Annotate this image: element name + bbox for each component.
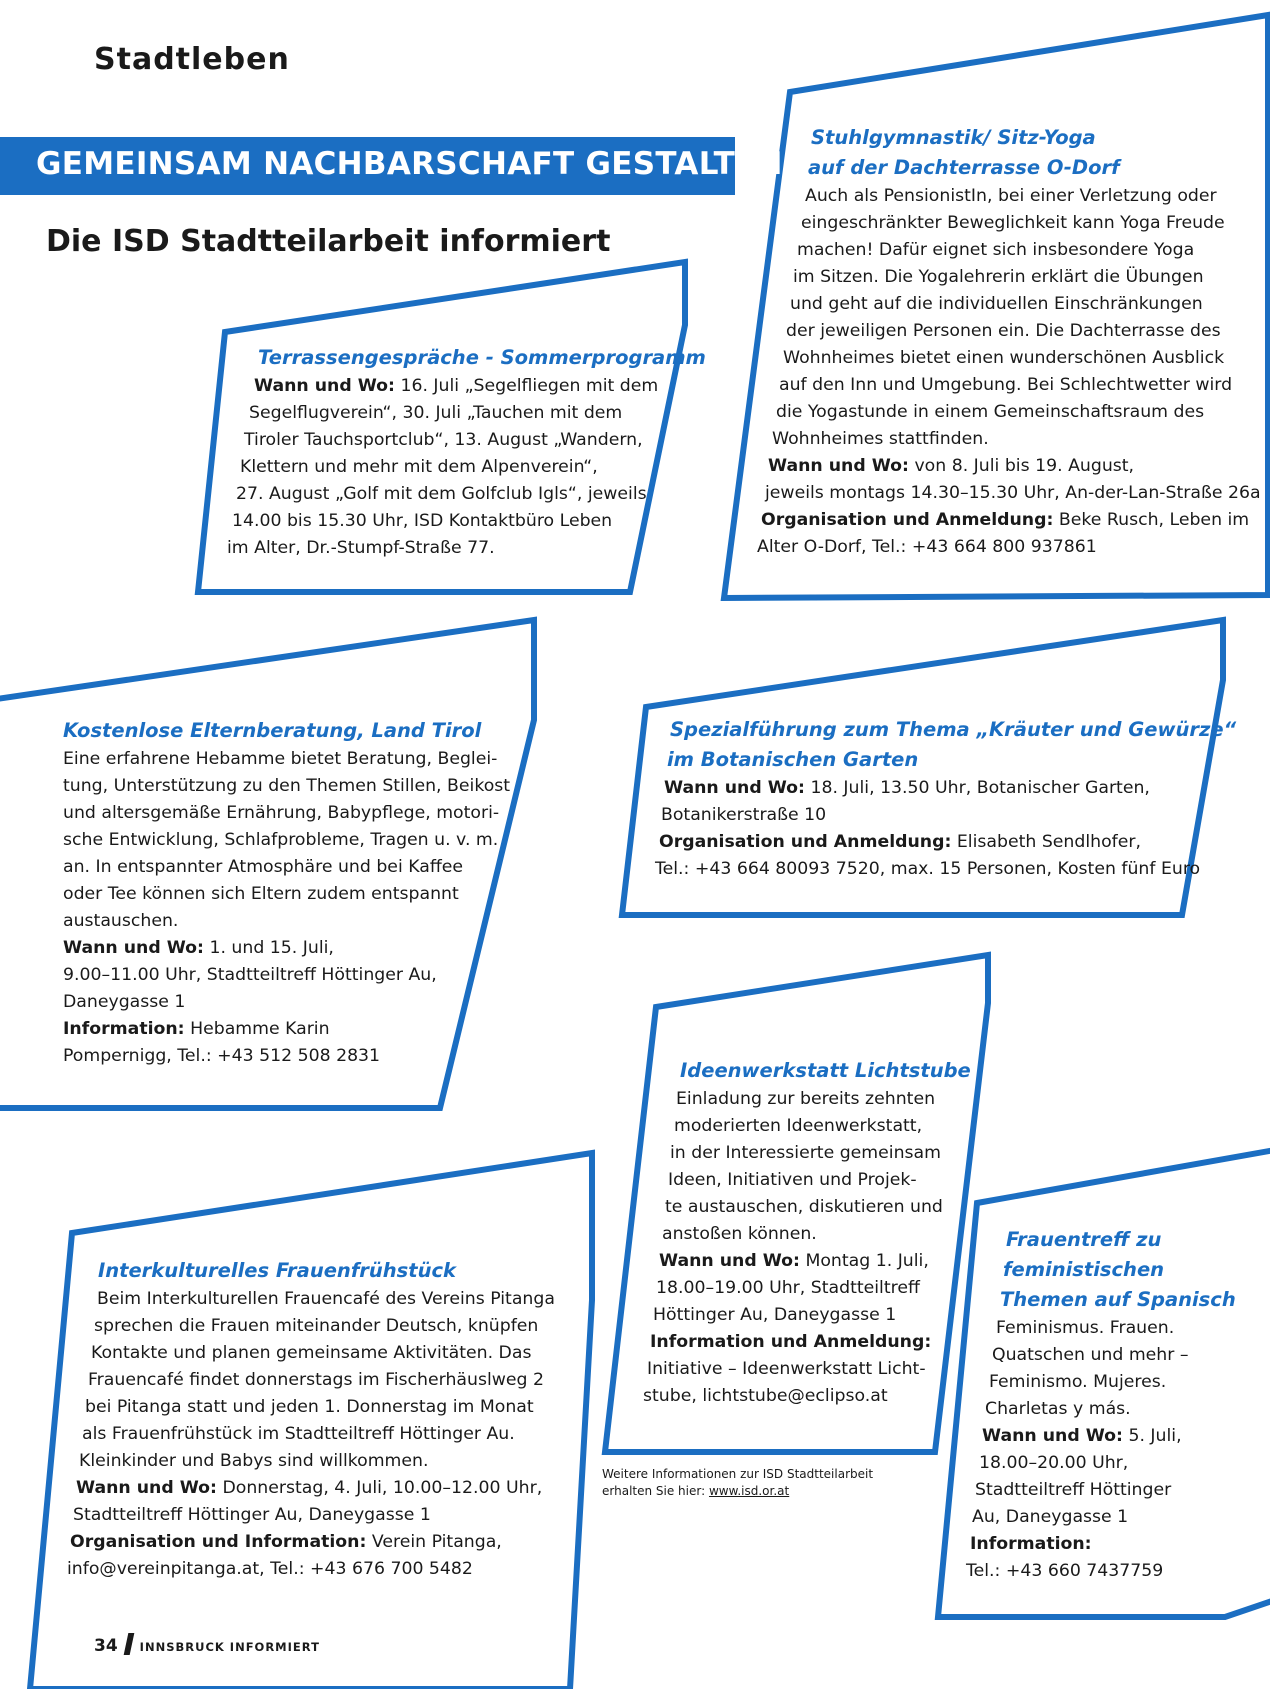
terrassen-line: Wann und Wo: 16. Juli „Segelfliegen mit dem bbox=[254, 376, 659, 396]
terrassen-line: Klettern und mehr mit dem Alpenverein“, bbox=[240, 457, 598, 477]
spanisch-line: Stadtteiltreff Höttinger bbox=[975, 1480, 1172, 1500]
yoga-line: die Yogastunde in einem Gemeinschaftsraum des bbox=[776, 402, 1205, 422]
wann-label: Wann und Wo: bbox=[63, 938, 204, 958]
ideen-line: Initiative – Ideenwerkstatt Licht- bbox=[647, 1359, 926, 1379]
frauen-line: Organisation und Information: Verein Pitanga, bbox=[70, 1532, 502, 1552]
eltern-line: austauschen. bbox=[63, 911, 179, 931]
frauen-line: info@vereinpitanga.at, Tel.: +43 676 700 5482 bbox=[67, 1559, 473, 1579]
wann-label: Wann und Wo: bbox=[254, 376, 395, 396]
frauen-title: Interkulturelles Frauenfrühstück bbox=[98, 1259, 457, 1282]
wann-label: Wann und Wo: bbox=[768, 456, 909, 476]
yoga-line: eingeschränkter Beweglichkeit kann Yoga Freude bbox=[801, 213, 1225, 233]
kraeuter-title-1: Spezialführung zum Thema „Kräuter und Gewürze“ bbox=[670, 718, 1237, 741]
info-label: Information: bbox=[970, 1534, 1092, 1554]
spanisch-title-1: Frauentreff zu bbox=[1006, 1228, 1162, 1251]
kraeuter-title-2: im Botanischen Garten bbox=[667, 748, 919, 771]
ideen-line: Wann und Wo: Montag 1. Juli, bbox=[659, 1251, 929, 1271]
spanisch-title-2: feministischen bbox=[1003, 1258, 1165, 1281]
box-eltern bbox=[63, 716, 510, 1070]
ideen-line: in der Interessierte gemeinsam bbox=[670, 1143, 941, 1163]
kraeuter-line: Wann und Wo: 18. Juli, 13.50 Uhr, Botanischer Garten, bbox=[664, 778, 1150, 798]
eltern-line: Information: Hebamme Karin bbox=[63, 1019, 330, 1039]
kraeuter-line: Botanikerstraße 10 bbox=[661, 805, 827, 825]
footnote bbox=[602, 1466, 873, 1500]
yoga-line: Auch als PensionistIn, bei einer Verletzung oder bbox=[805, 186, 1217, 206]
org-label: Organisation und Anmeldung: bbox=[761, 510, 1054, 530]
box-spanisch bbox=[965, 1225, 1236, 1585]
ideen-line bbox=[650, 1329, 971, 1356]
frauen-line: Beim Interkulturellen Frauencafé des Vereins Pitanga bbox=[97, 1289, 555, 1309]
eltern-line: sche Entwicklung, Schlafprobleme, Tragen u. v. m. bbox=[63, 830, 499, 850]
wann-label: Wann und Wo: bbox=[76, 1478, 217, 1498]
yoga-line: Wohnheimes bietet einen wunderschönen Ausblick bbox=[783, 348, 1225, 368]
spanisch-line: Quatschen und mehr – bbox=[992, 1345, 1189, 1365]
box-terrassen bbox=[226, 343, 706, 562]
ideen-line: Einladung zur bereits zehnten bbox=[676, 1089, 936, 1109]
ideen-line: te austauschen, diskutieren und bbox=[665, 1197, 943, 1217]
eltern-line: Daneygasse 1 bbox=[63, 992, 186, 1012]
spanisch-line bbox=[970, 1531, 1236, 1558]
ideen-line: moderierten Ideenwerkstatt, bbox=[674, 1116, 923, 1136]
frauen-line: bei Pitanga statt und jeden 1. Donnerstag im Monat bbox=[85, 1397, 534, 1417]
eltern-line: oder Tee können sich Eltern zudem entspannt bbox=[63, 884, 459, 904]
headline: GEMEINSAM NACHBARSCHAFT GESTALTEN bbox=[36, 146, 783, 182]
wann-label: Wann und Wo: bbox=[982, 1426, 1123, 1446]
terrassen-line: 27. August „Golf mit dem Golfclub Igls“, jeweils bbox=[236, 484, 647, 504]
eltern-line: tung, Unterstützung zu den Themen Stillen, Beikost bbox=[63, 776, 511, 796]
spanisch-line: Tel.: +43 660 7437759 bbox=[966, 1561, 1164, 1581]
ideen-title: Ideenwerkstatt Lichtstube bbox=[680, 1059, 971, 1082]
yoga-line: Wohnheimes stattfinden. bbox=[772, 429, 989, 449]
yoga-line: Organisation und Anmeldung: Beke Rusch, Leben im bbox=[761, 510, 1250, 530]
box-ideen bbox=[642, 1056, 971, 1410]
frauen-line: als Frauenfrühstück im Stadtteiltreff Höttinger Au. bbox=[82, 1424, 515, 1444]
terrassen-title: Terrassengespräche - Sommerprogramm bbox=[258, 346, 706, 369]
frauen-line: Stadtteiltreff Höttinger Au, Daneygasse 1 bbox=[73, 1505, 431, 1525]
yoga-title-1: Stuhlgymnastik/ Sitz-Yoga bbox=[811, 126, 1096, 149]
yoga-line: auf den Inn und Umgebung. Bei Schlechtwetter wird bbox=[779, 375, 1233, 395]
eltern-line: Pompernigg, Tel.: +43 512 508 2831 bbox=[63, 1046, 381, 1066]
info-label: Information: bbox=[63, 1019, 185, 1039]
ideen-line: Ideen, Initiativen und Projek- bbox=[668, 1170, 917, 1190]
box-kraeuter bbox=[653, 715, 1236, 883]
yoga-line: machen! Dafür eignet sich insbesondere Yoga bbox=[797, 240, 1195, 260]
kraeuter-line: Tel.: +43 664 80093 7520, max. 15 Personen, Kosten fünf Euro bbox=[655, 859, 1201, 879]
frauen-line: Wann und Wo: Donnerstag, 4. Juli, 10.00–12.00 Uhr, bbox=[76, 1478, 543, 1498]
eltern-line: und altersgemäße Ernährung, Babypflege, motori- bbox=[63, 803, 500, 823]
box-frauen bbox=[64, 1256, 555, 1583]
headline-banner bbox=[0, 137, 783, 195]
spanisch-line: Wann und Wo: 5. Juli, bbox=[982, 1426, 1182, 1446]
isd-link[interactable]: www.isd.or.at bbox=[708, 1484, 790, 1498]
spanisch-line: Feminismo. Mujeres. bbox=[989, 1372, 1167, 1392]
info-label: Information und Anmeldung: bbox=[650, 1332, 932, 1352]
yoga-line: und geht auf die individuellen Einschränkungen bbox=[790, 294, 1203, 314]
wann-label: Wann und Wo: bbox=[664, 778, 805, 798]
section-title: Stadtleben bbox=[94, 42, 290, 77]
spanisch-line: Au, Daneygasse 1 bbox=[972, 1507, 1129, 1527]
yoga-line: jeweils montags 14.30–15.30 Uhr, An-der-Lan-Straße 26a bbox=[765, 483, 1261, 503]
footnote-line-2: erhalten Sie hier: www.isd.or.at bbox=[602, 1484, 790, 1498]
terrassen-line: Segelflugverein“, 30. Juli „Tauchen mit dem bbox=[249, 403, 623, 423]
eltern-title: Kostenlose Elternberatung, Land Tirol bbox=[63, 719, 482, 742]
wann-label: Wann und Wo: bbox=[659, 1251, 800, 1271]
eltern-line: Eine erfahrene Hebamme bietet Beratung, Beglei- bbox=[63, 749, 498, 769]
subtitle: Die ISD Stadtteilarbeit informiert bbox=[46, 224, 611, 259]
ideen-line: anstoßen können. bbox=[662, 1224, 817, 1244]
page-number: 34 bbox=[94, 1636, 118, 1656]
yoga-title-2: auf der Dachterrasse O-Dorf bbox=[808, 156, 1120, 179]
terrassen-line: Tiroler Tauchsportclub“, 13. August „Wandern, bbox=[244, 430, 643, 450]
footnote-line-1: Weitere Informationen zur ISD Stadtteilarbeit bbox=[602, 1467, 874, 1481]
terrassen-line: 14.00 bis 15.30 Uhr, ISD Kontaktbüro Leben bbox=[232, 511, 613, 531]
yoga-line: der jeweiligen Personen ein. Die Dachterrasse des bbox=[786, 321, 1221, 341]
yoga-line: Wann und Wo: von 8. Juli bis 19. August, bbox=[768, 456, 1135, 476]
ideen-line: 18.00–19.00 Uhr, Stadtteiltreff bbox=[656, 1278, 920, 1298]
publication-name: INNSBRUCK INFORMIERT bbox=[139, 1640, 320, 1654]
spanisch-line: 18.00–20.00 Uhr, bbox=[979, 1453, 1129, 1473]
org-label: Organisation und Information: bbox=[70, 1532, 367, 1552]
yoga-line: im Sitzen. Die Yogalehrerin erklärt die Übungen bbox=[793, 267, 1204, 287]
eltern-line: Wann und Wo: 1. und 15. Juli, bbox=[63, 938, 334, 958]
slash-divider bbox=[123, 1633, 134, 1655]
eltern-line: 9.00–11.00 Uhr, Stadtteiltreff Höttinger Au, bbox=[63, 965, 437, 985]
yoga-line: Alter O-Dorf, Tel.: +43 664 800 937861 bbox=[757, 537, 1097, 557]
eltern-line: an. In entspannter Atmosphäre und bei Kaffee bbox=[63, 857, 464, 877]
org-label: Organisation und Anmeldung: bbox=[659, 832, 952, 852]
frauen-line: Kleinkinder und Babys sind willkommen. bbox=[79, 1451, 429, 1471]
page-footer bbox=[94, 1633, 320, 1656]
ideen-line: Höttinger Au, Daneygasse 1 bbox=[653, 1305, 897, 1325]
spanisch-line: Feminismus. Frauen. bbox=[996, 1318, 1175, 1338]
terrassen-line: im Alter, Dr.-Stumpf-Straße 77. bbox=[227, 538, 495, 558]
ideen-line: stube, lichtstube@eclipso.at bbox=[643, 1386, 888, 1406]
frauen-line: sprechen die Frauen miteinander Deutsch, knüpfen bbox=[94, 1316, 539, 1336]
frauen-line: Frauencafé findet donnerstags im Fischerhäuslweg 2 bbox=[88, 1370, 544, 1390]
frauen-line: Kontakte und planen gemeinsame Aktivitäten. Das bbox=[91, 1343, 532, 1363]
spanisch-title-3: Themen auf Spanisch bbox=[1000, 1288, 1236, 1311]
spanisch-line: Charletas y más. bbox=[985, 1399, 1131, 1419]
kraeuter-line: Organisation und Anmeldung: Elisabeth Sendlhofer, bbox=[659, 832, 1141, 852]
box-yoga bbox=[755, 123, 1261, 561]
